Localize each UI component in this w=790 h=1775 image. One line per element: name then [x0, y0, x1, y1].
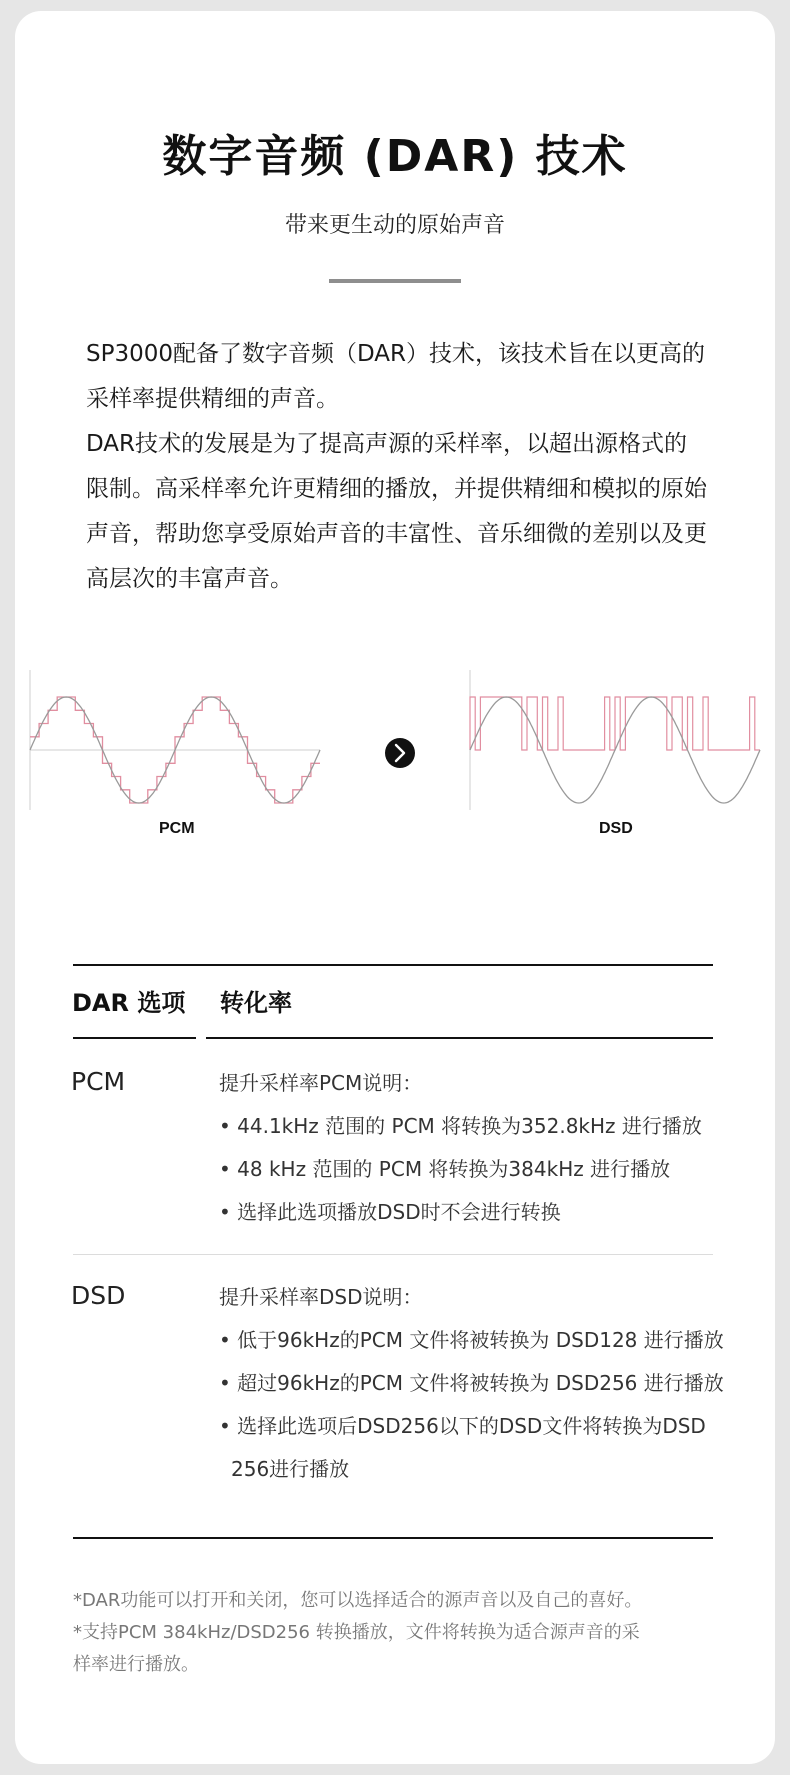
- pcm-waveform: [30, 670, 320, 810]
- content-card: [15, 11, 775, 1764]
- intro-text: [86, 332, 710, 602]
- table-header-option: DAR 选项: [72, 989, 186, 1017]
- chevron-right-icon: [385, 738, 415, 768]
- pcm-desc-heading: 提升采样率PCM说明：: [219, 1071, 423, 1095]
- row-label-dsd: DSD: [71, 1281, 126, 1310]
- footnote-2: *支持PCM 384kHz/DSD256 转换播放，文件将转换为适合源声音的采: [73, 1622, 640, 1643]
- table-header-rule-left: [73, 1037, 196, 1039]
- footnote-1: *DAR功能可以打开和关闭，您可以选择适合的源声音以及自己的喜好。: [73, 1590, 643, 1611]
- table-bottom-rule: [73, 1537, 713, 1539]
- pcm-desc-line-3: • 选择此选项播放DSD时不会进行转换: [219, 1200, 561, 1224]
- footnote-3: 样率进行播放。: [73, 1654, 199, 1675]
- page-title: 数字音频 (DAR) 技术: [162, 131, 628, 182]
- table-header-rule-right: [206, 1037, 713, 1039]
- dsd-desc-line-1: • 低于96kHz的PCM 文件将被转换为 DSD128 进行播放: [219, 1328, 724, 1352]
- dsd-waveform: [470, 670, 760, 810]
- table-top-rule: [73, 964, 713, 966]
- row-desc-pcm: [219, 1062, 702, 1234]
- row-desc-dsd: [219, 1276, 724, 1491]
- intro-paragraph-2: DAR技术的发展是为了提高声源的采样率，以超出源格式的限制。高采样率允许更精细的播放，并提供精细和模拟的原始声音，帮助您享受原始声音的丰富性、音乐细微的差别以及更高层次的丰富声音。: [86, 431, 707, 592]
- pcm-desc-line-2: • 48 kHz 范围的 PCM 将转换为384kHz 进行播放: [219, 1157, 671, 1181]
- dsd-desc-heading: 提升采样率DSD说明：: [219, 1285, 423, 1309]
- pcm-label: PCM: [159, 820, 195, 837]
- footnotes: [73, 1585, 723, 1681]
- dsd-label: DSD: [599, 820, 633, 837]
- pcm-dsd-diagram: [0, 660, 790, 820]
- pcm-desc-line-1: • 44.1kHz 范围的 PCM 将转换为352.8kHz 进行播放: [219, 1114, 702, 1138]
- table-row-divider: [73, 1254, 713, 1255]
- page-subtitle: 带来更生动的原始声音: [284, 213, 505, 238]
- table-header-rate: 转化率: [220, 989, 292, 1017]
- dsd-desc-line-4: 256进行播放: [231, 1457, 350, 1481]
- dsd-pulse-signal: [470, 697, 760, 750]
- title-divider: [329, 279, 461, 283]
- row-label-pcm: PCM: [71, 1067, 126, 1096]
- intro-paragraph-1: SP3000配备了数字音频（DAR）技术，该技术旨在以更高的采样率提供精细的声音。: [86, 341, 706, 412]
- dsd-desc-line-2: • 超过96kHz的PCM 文件将被转换为 DSD256 进行播放: [219, 1371, 724, 1395]
- dsd-desc-line-3: • 选择此选项后DSD256以下的DSD文件将转换为DSD: [219, 1414, 706, 1438]
